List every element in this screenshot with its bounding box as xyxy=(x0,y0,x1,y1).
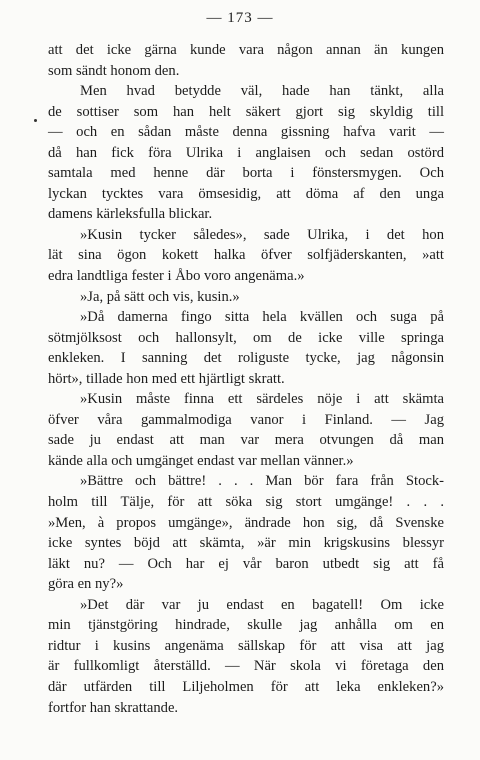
text-line: — och en sådan måste denna gissning hafva varit — xyxy=(48,124,444,141)
text-line: öfver våra gammalmodiga vanor i Finland. — Jag xyxy=(48,411,444,428)
text-line: Men hvad betydde väl, hade han tänkt, alla xyxy=(80,83,444,100)
text-line: där utfärden till Liljeholmen för att leka enkleken?» xyxy=(48,678,444,695)
text-line: läkt nu? — Och har ej vår baron utbedt sig att få xyxy=(48,555,444,572)
text-line: de sottiser som han helt säkert gjort sig skyldig till xyxy=(48,103,444,120)
text-line: är fullkomligt återställd. — När skola vi företaga den xyxy=(48,658,444,675)
text-line: »Då damerna fingo sitta hela kvällen och suga på xyxy=(80,309,444,326)
text-line: lät sina ögon kokett halka öfver solfjäderskanten, »att xyxy=(48,247,444,264)
text-line: edra landtliga fester i Åbo voro angenäma.» xyxy=(48,268,305,285)
text-line: »Men, à propos umgänge», ändrade hon sig, då Svenske xyxy=(48,514,444,531)
text-line: att det icke gärna kunde vara någon annan än kungen xyxy=(48,42,444,58)
text-line: som sändt honom den. xyxy=(48,62,180,79)
text-line: »Kusin tycker således», sade Ulrika, i det hon xyxy=(80,226,444,243)
text-line: icke syntes böjd att skämta, »är min krigskusins blessyr xyxy=(48,535,444,552)
text-line: fortfor han skrattande. xyxy=(48,699,179,716)
text-line: sötmjölksost och hallonsylt, om de icke ville springa xyxy=(48,329,444,346)
text-line: min tjänstgöring hindrade, skulle jag anhålla om en xyxy=(48,617,444,634)
page-number-header: — 173 — xyxy=(206,10,274,26)
margin-dot xyxy=(34,119,37,122)
text-line: lyckan tycktes vara ömsesidig, att döma af den unga xyxy=(48,185,444,202)
text-line: samtala med henne där borta i fönstersmygen. Och xyxy=(48,165,444,182)
text-line: sade ju endast att man var mera otvungen då man xyxy=(48,432,444,449)
text-line: kände alla och umgänget endast var mellan vänner.» xyxy=(48,452,354,469)
text-line: holm till Tälje, för att söka sig stort umgänge! . . . xyxy=(48,494,444,511)
text-line: »Ja, på sätt och vis, kusin.» xyxy=(80,288,240,305)
text-line: hört», tillade hon med ett hjärtligt skratt. xyxy=(48,370,285,387)
text-line: damens kärleksfulla blickar. xyxy=(48,206,213,223)
text-line: »Kusin måste finna ett särdeles nöje i att skämta xyxy=(80,391,444,408)
text-line: »Bättre och bättre! . . . Man bör fara från Stock- xyxy=(80,473,444,490)
text-line: göra en ny?» xyxy=(48,576,124,593)
text-line: ridtur i kusins angenäma sällskap för att visa att jag xyxy=(48,637,444,654)
body-text xyxy=(48,40,444,718)
text-line: enkleken. I sanning det roliguste tycke, jag någonsin xyxy=(48,350,444,367)
text-line: då han fick föra Ulrika i anglaisen och sedan ostörd xyxy=(48,144,444,161)
text-line: »Det där var ju endast en bagatell! Om icke xyxy=(80,596,444,613)
